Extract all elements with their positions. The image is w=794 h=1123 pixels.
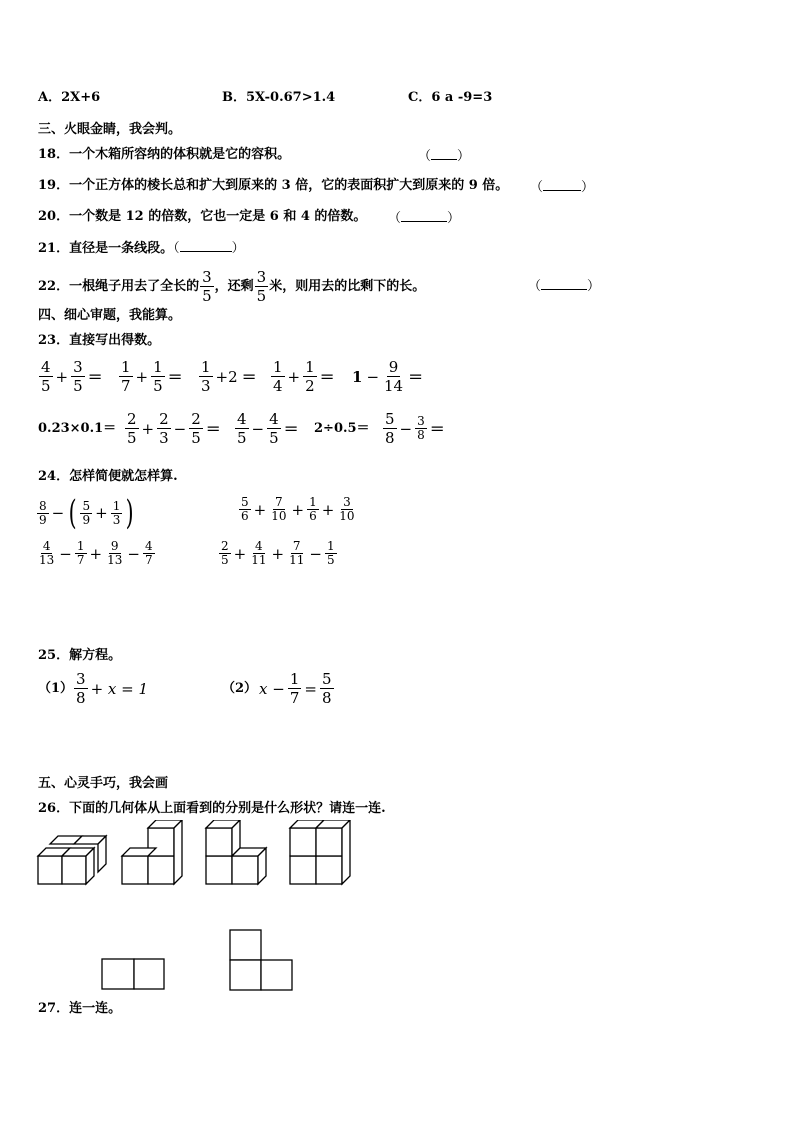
answer-paren-20[interactable]: （ ）: [388, 211, 461, 226]
solid-3[interactable]: [206, 820, 266, 884]
answer-paren-19[interactable]: （ ）: [530, 180, 595, 195]
simplify-expr-4: 2 5 + $\frac{4}{11}$ + $\frac{7}{11}$ − $\frac{1}{5}$: [221, 539, 335, 567]
equation-2: （2） x − $\frac{1}{7}$ = $\frac{5}{8}$: [222, 670, 332, 707]
question-22: 22．一根绳子用去了全长的 3 5 ，还剩 3 5 米，则用去的比剩下的长。: [38, 268, 426, 305]
calc-item-6: 0.23×0.1＝: [38, 421, 117, 436]
calc-item-9: 2÷0.5＝: [314, 421, 370, 436]
choice-c: C．6 a -9=3: [408, 90, 493, 105]
question-26: 26．下面的几何体从上面看到的分别是什么形状？请连一连.: [38, 801, 386, 816]
section-5-title: 五、心灵手巧，我会画: [38, 776, 169, 791]
solid-4[interactable]: [290, 820, 350, 884]
cube-solids-figure: [30, 820, 370, 890]
simplify-expr-2: 5 6 + $\frac{7}{10}$ + $\frac{1}{6}$ + $\frac{3}{10}$: [241, 495, 355, 523]
simplify-expr-1: 8 9 − ( 5 9 + $\frac{1}{3}$ ): [39, 493, 134, 533]
answer-paren-22[interactable]: （ ）: [528, 279, 601, 294]
solid-1[interactable]: [38, 836, 106, 884]
top-view-1[interactable]: [102, 959, 164, 989]
simplify-expr-3: 4 13 − $\frac{1}{7}$ + $\frac{9}{13}$ − $\frac{4}{7}$: [39, 539, 153, 567]
question-19: 19．一个正方体的棱长总和扩大到原来的 3 倍，它的表面积扩大到原来的 9 倍。: [38, 178, 509, 193]
top-views-figure: [98, 928, 298, 992]
section-3-title: 三、火眼金睛，我会判。: [38, 122, 182, 137]
question-20: 20．一个数是 12 的倍数，它也一定是 6 和 4 的倍数。: [38, 209, 367, 224]
calc-item-2: 1 7 + $\frac{1}{5}$ ＝: [121, 358, 183, 395]
fraction: 3 5: [256, 268, 267, 305]
choice-b: B．5X-0.67>1.4: [222, 90, 336, 105]
calc-item-7: 2 5 + $\frac{2}{3}$ − $\frac{2}{5}$ ＝: [127, 410, 221, 447]
calc-item-4: 1 4 + $\frac{1}{2}$ ＝: [273, 358, 335, 395]
section-4-title: 四、细心审题，我能算。: [38, 308, 182, 323]
question-23: 23．直接写出得数。: [38, 333, 161, 348]
calc-item-8: 4 5 − $\frac{4}{5}$ ＝: [237, 410, 299, 447]
calc-item-3: 1 3 +2 ＝: [201, 358, 257, 395]
answer-paren-18[interactable]: （ ）: [418, 149, 471, 164]
question-27: 27．连一连。: [38, 1001, 122, 1016]
question-18: 18．一个木箱所容纳的体积就是它的容积。: [38, 147, 291, 162]
question-21: 21．直径是一条线段。（ ）: [38, 241, 245, 256]
choice-a: A．2X+6: [38, 90, 101, 105]
calc-item-1: 4 5 + $\frac{3}{5}$ ＝: [41, 358, 103, 395]
equation-1: （1） 3 8 + x = 1: [38, 670, 149, 707]
question-24: 24．怎样简便就怎样算.: [38, 469, 178, 484]
top-view-2[interactable]: [230, 930, 292, 990]
calc-item-10: 5 8 − $\frac{3}{8}$ ＝: [385, 410, 445, 447]
calc-item-5: 1 − $\frac{9}{14}$ ＝: [352, 358, 424, 395]
fraction: 3 5: [202, 268, 212, 305]
solid-2[interactable]: [122, 820, 182, 884]
question-25: 25．解方程。: [38, 648, 122, 663]
